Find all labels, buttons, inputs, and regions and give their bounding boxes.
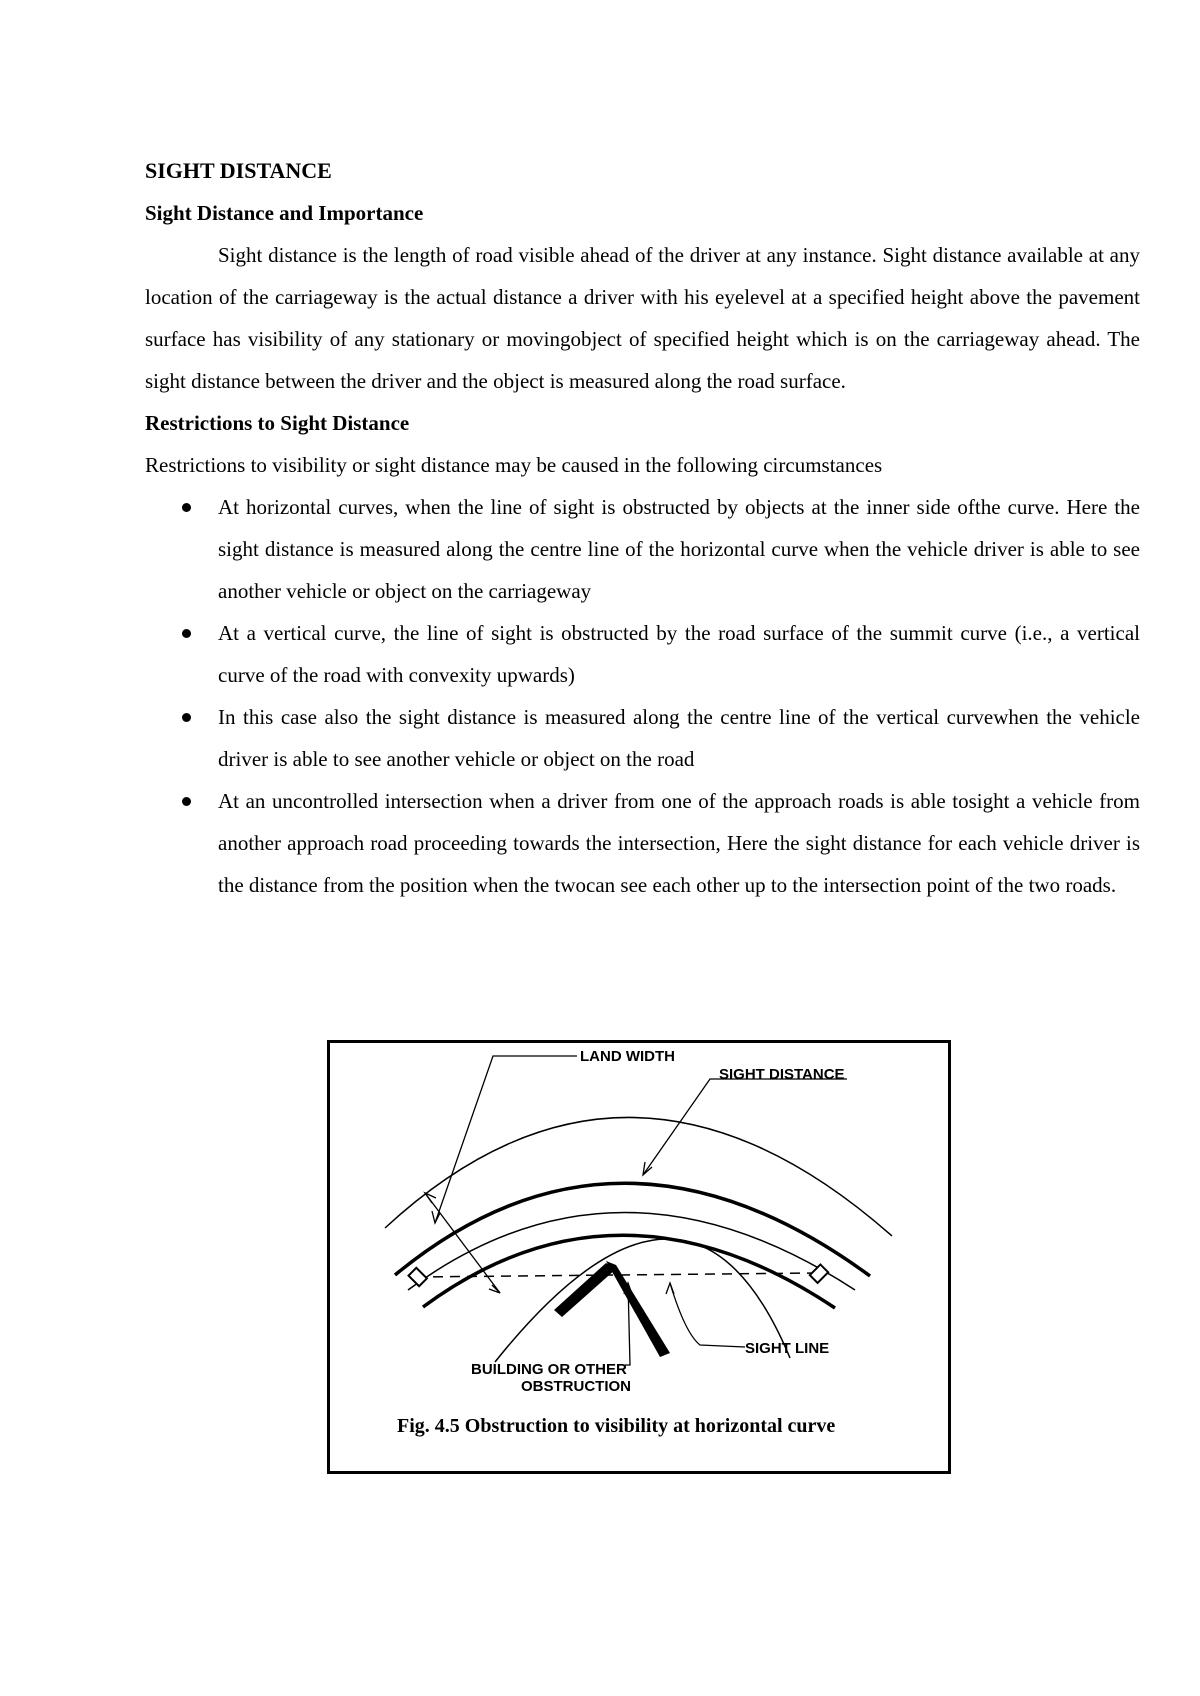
sight-line-leader: [670, 1283, 745, 1347]
document-page: [145, 150, 1140, 906]
figure-horizontal-curve: [327, 1040, 951, 1474]
list-item-text: At a vertical curve, the line of sight is obstructed by the road surface of the summit curve (i.e., a vertical curve of the road with convexity upwards): [218, 621, 1140, 687]
bullet-icon: [182, 629, 191, 638]
label-sight-distance: SIGHT DISTANCE: [719, 1066, 845, 1083]
list-item: [145, 612, 1140, 696]
list-item: [145, 696, 1140, 780]
bullet-icon: [182, 503, 191, 512]
label-sight-line: SIGHT LINE: [745, 1340, 830, 1357]
outer-land-boundary: [385, 1117, 892, 1236]
list-item-text: In this case also the sight distance is measured along the centre line of the vertical curvewhen the vehicle driver is able to see another vehicle or object on the road: [218, 705, 1140, 771]
bullet-icon: [182, 797, 191, 806]
list-item-text: At an uncontrolled intersection when a driver from one of the approach roads is able tosight a vehicle from another approach road proceeding towards the intersection, Here the sight distance for each vehicle driver is the distance from the position when the twocan see each other up to the intersection point of the two roads.: [218, 789, 1140, 897]
label-obstruction-line1: BUILDING OR OTHER: [471, 1361, 627, 1378]
section-heading-restrictions: Restrictions to Sight Distance: [145, 411, 410, 435]
list-item: [145, 486, 1140, 612]
sight-distance-leader: [643, 1079, 847, 1175]
list-item: [145, 780, 1140, 906]
figure-caption: Fig. 4.5 Obstruction to visibility at horizontal curve: [397, 1415, 836, 1437]
outer-carriageway-edge: [395, 1183, 870, 1276]
land-width-leader: [435, 1056, 577, 1223]
vehicle-right-icon: [810, 1265, 828, 1283]
list-item-text: At horizontal curves, when the line of sight is obstructed by objects at the inner side ofthe curve. Here the sight distance is measured along the centre line of the horizontal curve when the vehicle driver is able to see another vehicle or object on the carriageway: [218, 495, 1140, 603]
label-obstruction-line2: OBSTRUCTION: [521, 1378, 631, 1395]
page-title: SIGHT DISTANCE: [145, 158, 332, 183]
restrictions-intro: Restrictions to visibility or sight distance may be caused in the following circumstances: [145, 453, 883, 477]
bullet-icon: [182, 713, 191, 722]
vehicle-left-icon: [409, 1268, 427, 1286]
importance-paragraph: Sight distance is the length of road visible ahead of the driver at any instance. Sight distance available at any location of the carriageway is the actual distance a driver with his eyelevel at a specified height above the pavement surface has visibility of any stationary or movingobject of specified height which is on the carriageway ahead. The sight distance between the driver and the object is measured along the road surface.: [145, 243, 1140, 393]
restrictions-list: [145, 486, 1140, 906]
label-land-width: LAND WIDTH: [580, 1048, 675, 1065]
horizontal-curve-diagram: [330, 1043, 948, 1471]
section-heading-importance: Sight Distance and Importance: [145, 201, 424, 225]
